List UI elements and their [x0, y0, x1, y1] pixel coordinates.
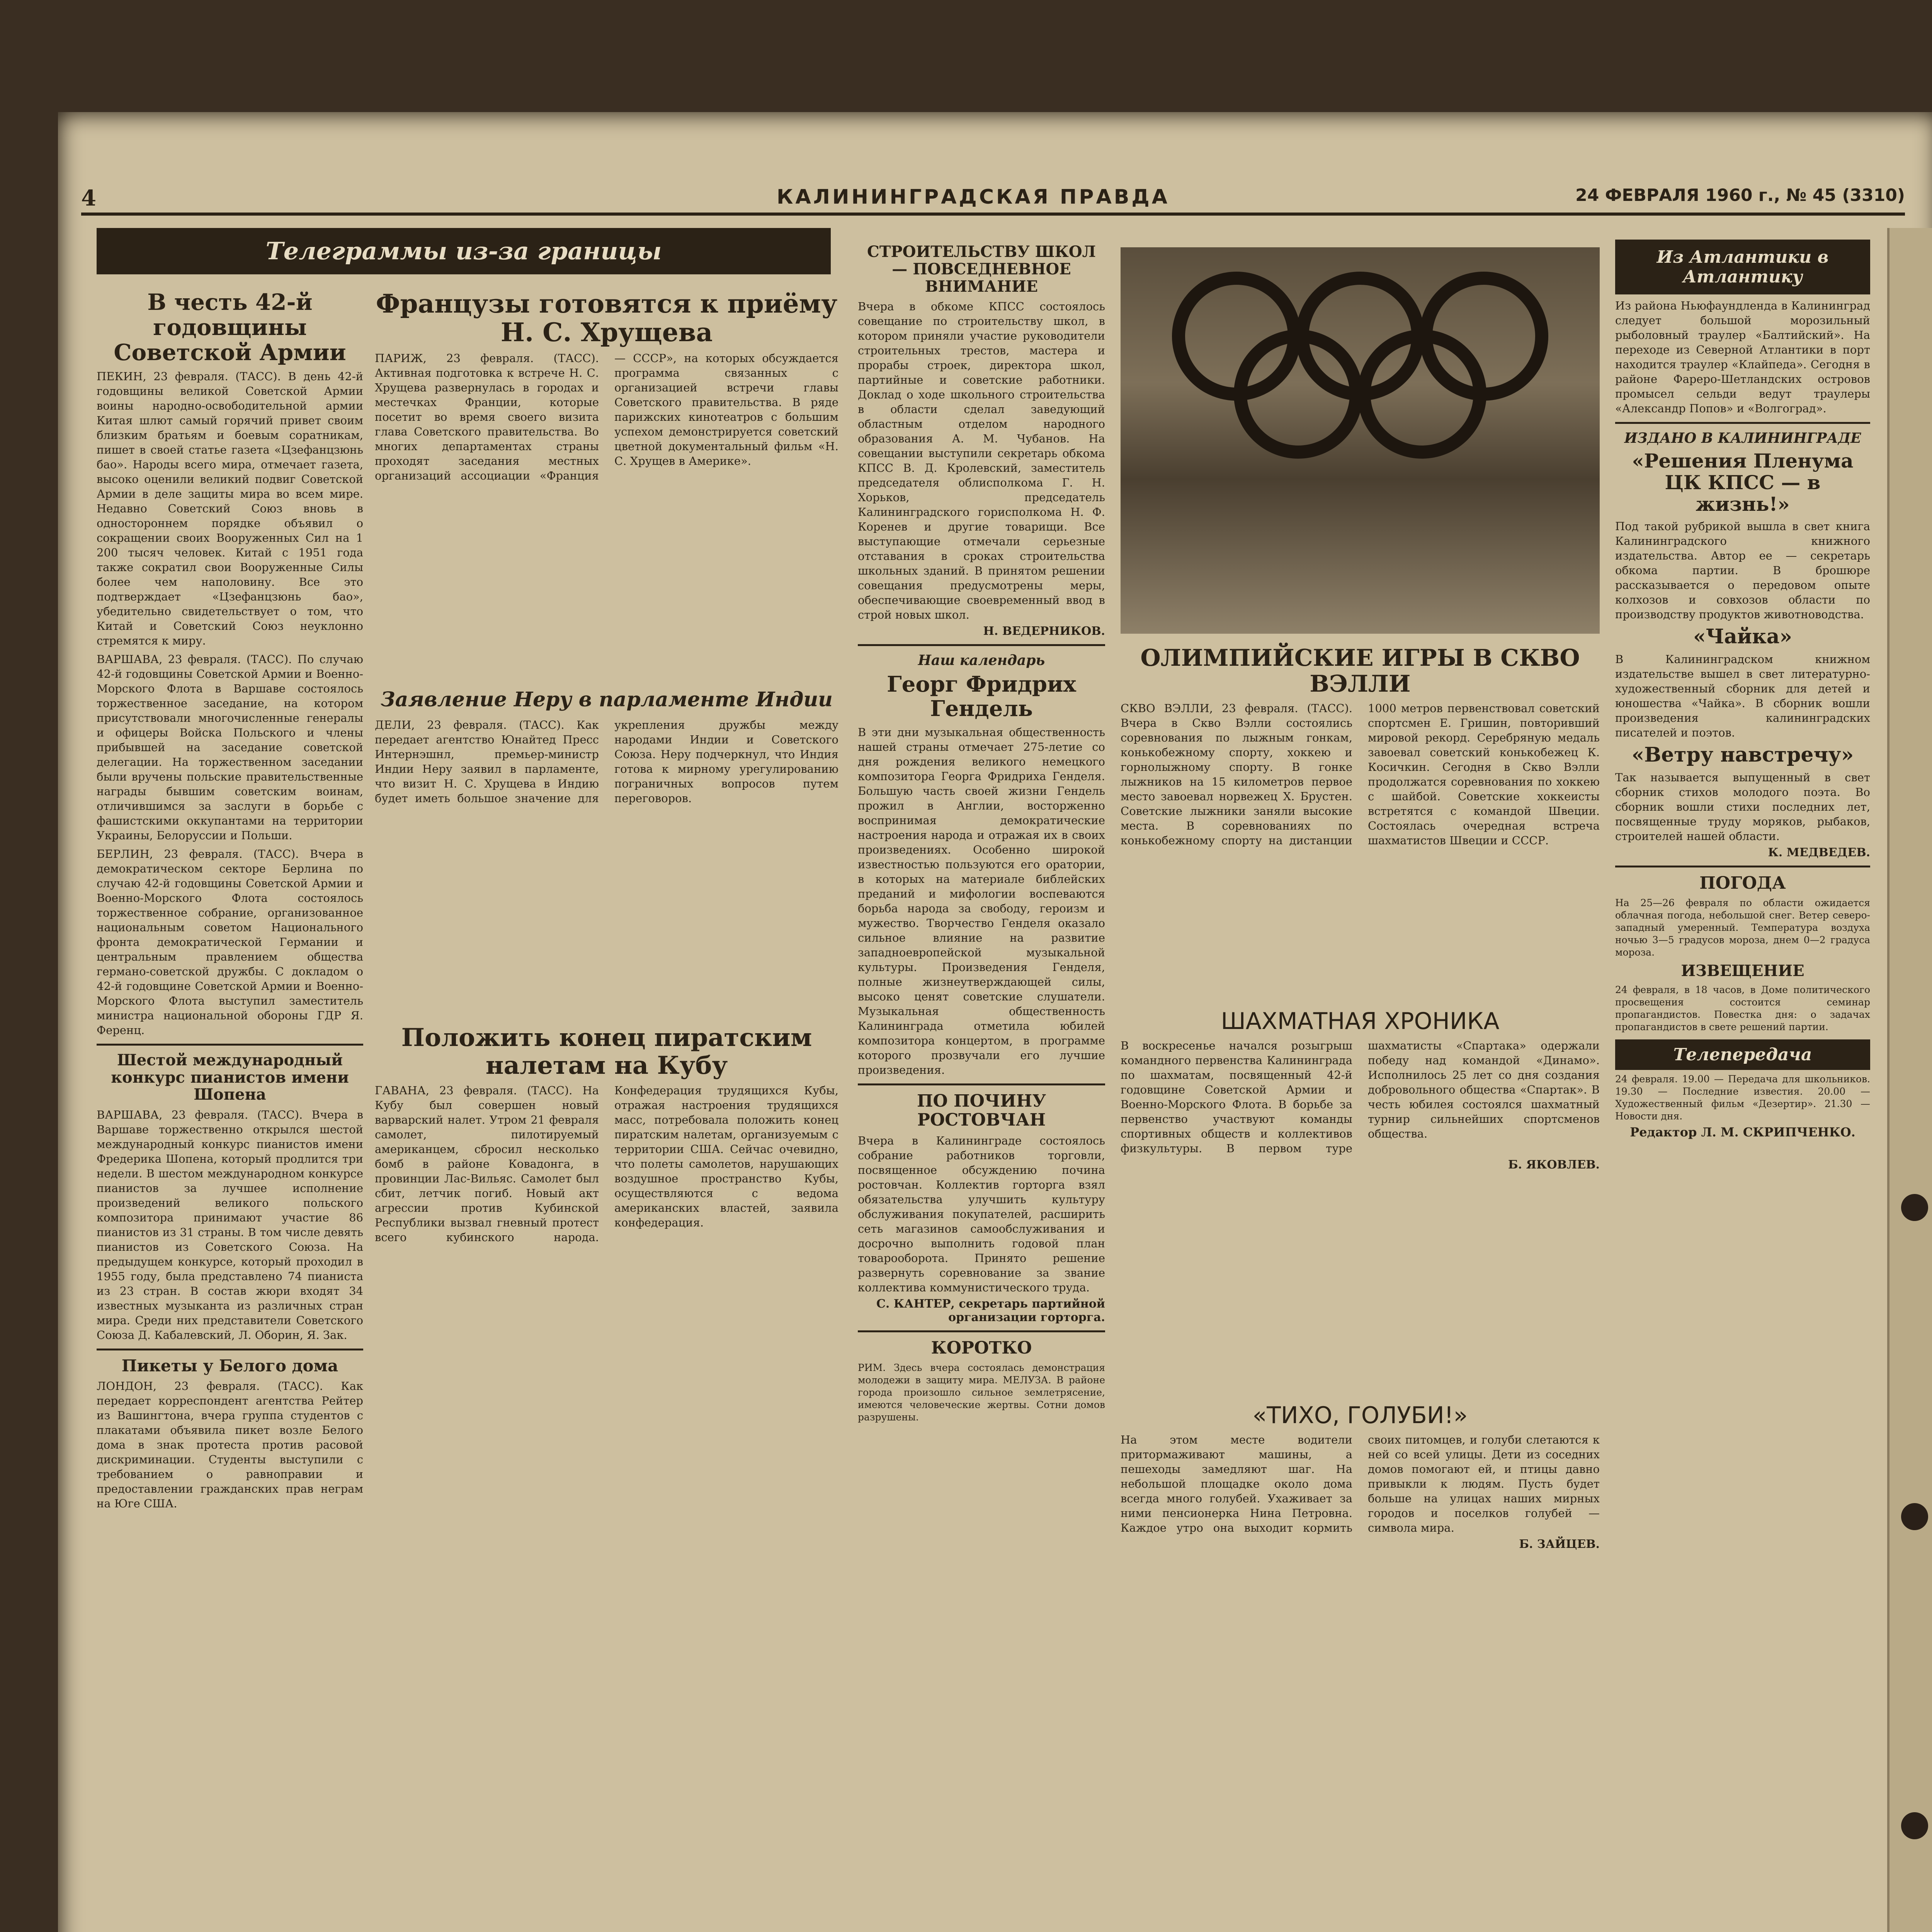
doves-block — [1121, 1399, 1600, 1932]
pickets-headline: Пикеты у Белого дома — [121, 1356, 338, 1376]
initiative-article: Вчера в Калининграде состоялось собрание работников торговли, посвященное обсуждению почина ростовчан. Коллектив горторга взял обязательства улучшить культуру обслуживания покупателей, расширить сеть магазинов самообслуживания и досрочно выполнить годовой план товарооборота. Принято решение развернуть соревнование за звание коллектива коммунистического труда. — [858, 1134, 1105, 1294]
initiative-signature: С. КАНТЕР, секретарь партийной организации горторга. — [876, 1297, 1105, 1325]
weather-article: На 25—26 февраля по области ожидается облачная погода, небольшой снег. Ветер северо-западный умеренный. Температура воздуха ночью 3—5 градусов мороза, днем 0—2 градуса мороза. — [1615, 897, 1870, 958]
briefly-article: РИМ. Здесь вчера состоялась демонстрация молодежи в защиту мира. МЕЛУЗА. В районе города произошло сильное землетрясение, имеются человеческие жертвы. Сотни домов разрушены. — [858, 1362, 1105, 1423]
school-signature: Н. ВЕДЕРНИКОВ. — [983, 624, 1105, 638]
nehru-block — [375, 688, 838, 1005]
editor-line: Редактор Л. М. СКРИПЧЕНКО. — [1630, 1124, 1855, 1139]
berlin-article: БЕРЛИН, 23 февраля. (ТАСС). Вчера в демократическом секторе Берлина по случаю 42-й годовщины Советской Армии и Военно-Морского Флота состоялось торжественное собрание, организованное национальным советом Национального фронта демократической Германии и центральным правлением общества германо-советской дружбы. С докладом о 42-й годовщине Советской Армии и Военно-Морского Флота выступил заместитель министра национальной обороны ГДР Я. Ференц. — [97, 847, 363, 1037]
right-column — [1615, 240, 1870, 1932]
binding-hole — [1901, 1812, 1928, 1839]
notice-article: 24 февраля, в 18 часов, в Доме политического просвещения состоится семинар пропагандистов. Повестка дня: о задачах пропагандистов в свете решений партии. — [1615, 984, 1870, 1032]
briefly-headline: КОРОТКО — [931, 1338, 1032, 1358]
chopin-headline: Шестой международный конкурс пианистов имени Шопена — [111, 1051, 349, 1104]
page-header — [81, 185, 1905, 216]
khrushchev-block — [375, 286, 838, 680]
tv-article: 24 февраля. 19.00 — Передача для школьников. 19.30 — Последние известия. 20.00 — Художественный фильм «Дезертир». 21.30 — Новости дня. — [1615, 1073, 1870, 1122]
plenum-article: Под такой рубрикой вышла в свет книга Калининградского книжного издательства. Автор ее — секретарь обкома партии. В брошюре рассказывается о передовом опыте колхозов и совхозов области по производству продуктов животноводства. — [1615, 520, 1870, 621]
army-headline: В честь 42-й годовщины Советской Армии — [114, 289, 346, 366]
initiative-headline: ПО ПОЧИНУ РОСТОВЧАН — [917, 1091, 1046, 1130]
chess-signature: Б. ЯКОВЛЕВ. — [1508, 1158, 1600, 1172]
doves-headline: «ТИХО, ГОЛУБИ!» — [1252, 1402, 1468, 1429]
calendar-label: Наш календарь — [918, 652, 1045, 669]
binding-hole — [1901, 1194, 1928, 1221]
pirate-article: ГАВАНА, 23 февраля. (ТАСС). На Кубу был совершен новый варварский налет. Утром 21 февраля самолет, пилотируемый американцем, сбросил несколько бомб в районе Ковадонга, в провинции Лас-Вильяс. Самолет был сбит, летчик погиб. Новый акт агрессии против Кубинской Республики вызвал гневный протест всего кубинского народа. Конфедерация трудящихся Кубы, отражая настроения трудящихся масс, потребовала положить конец пиратским налетам, организуемым с территории США. Сейчас очевидно, что полеты самолетов, нарушающих воздушное пространство Кубы, осуществляются с ведома американских властей, заявила конфедерация. — [375, 1084, 838, 1244]
school-article: Вчера в обкоме КПСС состоялось совещание по строительству школ, в котором приняли участие руководители строительных трестов, мастера и прорабы строек, директора школ, партийные и советские работники. Доклад о ходе школьного строительства в области сделал заведующий областным отделом народного образования А. М. Чубанов. На совещании выступили секретарь обкома КПСС В. Д. Кролевский, заместитель председателя облисполкома Г. Н. Хорьков, председатель Калининградского горисполкома Н. Ф. Коренев и другие товарищи. Все выступающие отмечали серьезные отставания в сроках строительства школьных зданий. В принятом решении совещания предусмотрены меры, обеспечивающие своевременный ввод в строй новых школ. — [858, 300, 1105, 622]
published-label: ИЗДАНО В КАЛИНИНГРАДЕ — [1624, 430, 1861, 446]
telegrams-banner: Телеграммы из-за границы — [97, 228, 831, 274]
plenum-headline: «Решения Пленума ЦК КПСС — в жизнь!» — [1632, 449, 1854, 515]
school-headline: СТРОИТЕЛЬСТВУ ШКОЛ — ПОВСЕДНЕВНОЕ ВНИМАНИЕ — [867, 243, 1096, 296]
telegrams-column-1 — [97, 286, 363, 1932]
weather-headline: ПОГОДА — [1699, 873, 1786, 893]
olympic-rings-icon — [1121, 247, 1600, 634]
chess-headline: ШАХМАТНАЯ ХРОНИКА — [1221, 1008, 1500, 1035]
khrushchev-article: ПАРИЖ, 23 февраля. (ТАСС). Активная подготовка к встрече Н. С. Хрущева развернулась в городах и местечках Франции, которые посетит во время своего визита глава Советского правительства. Во многих департаментах страны проходят заседания местных организаций ассоциации «Франция — СССР», на которых обсуждается программа связанных с организацией встречи главы Советского правительства. В ряде парижских кинотеатров с большим успехом демонстрируется советский цветной документальный фильм «Н. С. Хрущев в Америке». — [375, 351, 838, 482]
olympics-article: СКВО ВЭЛЛИ, 23 февраля. (ТАСС). Вчера в Скво Вэлли состоялись соревнования по лыжным гонкам, конькобежному спорту, хоккею и горнолыжному спорту. В гонке лыжников на 15 километров первое место завоевал норвежец Х. Брустен. Советские лыжники заняли высокие места. В соревнованиях по конькобежному спорту на дистанции 1000 метров первенствовал советский спортсмен Е. Гришин, повторивший мировой рекорд. Серебряную медаль завоевал советский конькобежец К. Косичкин. Сегодня в Скво Вэлли продолжатся соревнования по хоккею с шайбой. Советские хоккеисты встретятся с командой Швеции. Состоялась очередная встреча шахматистов Швеции и СССР. — [1121, 702, 1600, 847]
nehru-article: ДЕЛИ, 23 февраля. (ТАСС). Как передает агентство Юнайтед Пресс Интернэшнл, премьер-министр Индии Неру заявил в парламенте, что визит Н. С. Хрущева в Индию будет иметь большое значение для укрепления дружбы между народами Индии и Советского Союза. Неру подчеркнул, что Индия готова к мирному урегулированию пограничных вопросов путем переговоров. — [375, 718, 838, 805]
vetru-headline: «Ветру навстречу» — [1631, 743, 1854, 767]
olympics-block — [1121, 641, 1600, 997]
issue-date: 24 ФЕВРАЛЯ 1960 г., № 45 (3310) — [1575, 185, 1905, 205]
vetru-article: Так называется выпущенный в свет сборник стихов молодого поэта. Во сборник вошли стихи последних лет, посвященные труду моряков, рыбаков, строителей нашей области. — [1615, 771, 1870, 843]
chaika-headline: «Чайка» — [1693, 625, 1792, 648]
olympics-photo — [1121, 247, 1600, 634]
army-article: ПЕКИН, 23 февраля. (ТАСС). В день 42-й годовщины великой Советской Армии воины народно-освободительной армии Китая шлют самый горячий привет своим близким братьям и боевым соратникам, пишет в своей статье газета «Цзефанцзюнь бао». Народы всего мира, отмечает газета, высоко оценили великий подвиг Советской Армии в деле защиты мира во всем мире. Недавно Советский Союз вновь в одностороннем порядке объявил о сокращении своих Вооруженных Сил на 1 200 тысяч человек. Китай с 1951 года также сократил свои Вооруженные Силы более чем наполовину. Все это подтверждает «Цзефанцзюнь бао», убедительно свидетельствует о том, что Китай и Советский Союз неуклонно стремятся к миру. — [97, 369, 363, 647]
chess-article: В воскресенье начался розыгрыш командного первенства Калининграда по шахматам, посвященный 42-й годовщине Советской Армии и Военно-Морского Флота. В борьбе за первенство участвуют команды спортивных обществ и коллективов физкультуры. В первом туре шахматисты «Спартака» одержали победу над командой «Динамо». Исполнилось 25 лет со дня создания добровольного общества «Спартак». В честь юбилея состоялся шахматный турнир сильнейших спортсменов общества. — [1121, 1039, 1600, 1155]
warsaw-article: ВАРШАВА, 23 февраля. (ТАСС). По случаю 42-й годовщины Советской Армии и Военно-Морского Флота в Варшаве состоялось торжественное заседание, на котором присутствовали многочисленные генералы и офицеры Войска Польского и члены прибывшей на заседание советской делегации. На торжественном заседании были вручены польские правительственные награды бывшим советским воинам, отличившимся за заслуги в борьбе с фашистскими оккупантами на территории Украины, Белоруссии и Польши. — [97, 652, 363, 842]
doves-signature: Б. ЗАЙЦЕВ. — [1519, 1537, 1600, 1551]
atlantic-article: Из района Ньюфаундленда в Калининград следует большой морозильный рыболовный траулер «Балтийский». На переходе из Северной Атлантики в порт находится траулер «Клайпеда». Сегодня в районе Фареро-Шетландских островов промысел сельди ведут траулеры «Александр Попов» и «Волгоград». — [1615, 299, 1870, 415]
binding-hole — [1901, 1503, 1928, 1530]
nehru-headline: Заявление Неру в парламенте Индии — [381, 688, 833, 711]
page-number: 4 — [81, 185, 96, 211]
next-page-edge — [1887, 228, 1932, 1932]
chopin-article: ВАРШАВА, 23 февраля. (ТАСС). Вчера в Варшаве торжественно открылся шестой международный конкурс пианистов имени Фредерика Шопена, который продлится три недели. В шестом международном конкурсе пианистов за лучшее исполнение произведений великого польского композитора принимают участие 86 пианистов из 31 страны. В том числе девять пианистов из Советского Союза. На предыдущем конкурсе, который проходил в 1955 году, была представлено 74 пианиста из 23 стран. В состав жюри входят 34 известных музыканта из различных стран мира. Среди них представители Советского Союза Д. Кабалевский, Л. Оборин, Я. Зак. — [97, 1108, 363, 1342]
tv-banner: Телепередача — [1615, 1039, 1870, 1070]
handel-article: В эти дни музыкальная общественность нашей страны отмечает 275-летие со дня рождения великого немецкого композитора Георга Фридриха Генделя. Большую часть своей жизни Гендель прожил в Англии, восторженно воспринимая демократические настроения народа и отражая их в своих произведениях. Особенно широкой известностью пользуются его оратории, в которых на материале библейских преданий и мифологии воспеваются борьба народа за свободу, героизм и мужество. Творчество Генделя оказало сильное влияние на развитие западноевропейской музыкальной культуры. Произведения Генделя, полные жизнеутверждающей силы, высоко ценят советские слушатели. Музыкальная общественность Калининграда отметила юбилей композитора концертом, в программе которого прозвучали его лучшие произведения. — [858, 725, 1105, 1077]
doves-article: На этом месте водители притормаживают машины, а пешеходы замедляют шаг. На небольшой площадке около дома всегда много голубей. Ухаживает за ними пенсионерка Нина Петровна. Каждое утро она выходит кормить своих питомцев, и голуби слетаются к ней со всей улицы. Дети из соседних домов помогают ей, и птицы давно привыкли к людям. Пусть будет больше на улицах наших мирных городов и поселков голубей — символа мира. — [1121, 1433, 1600, 1535]
handel-headline: Георг Фридрих Гендель — [887, 672, 1076, 722]
atlantic-banner: Из Атлантики в Атлантику — [1615, 240, 1870, 294]
pirate-headline: Положить конец пиратским налетам на Кубу — [401, 1023, 812, 1080]
pirate-block — [375, 1020, 838, 1932]
chaika-article: В Калининградском книжном издательстве вышел в свет литературно-художественный сборник для детей и юношества «Чайка». В сборник вошли произведения калининградских писателей и поэтов. — [1615, 653, 1870, 740]
olympics-headline: ОЛИМПИЙСКИЕ ИГРЫ В СКВО ВЭЛЛИ — [1140, 645, 1580, 698]
published-signature: К. МЕДВЕДЕВ. — [1768, 846, 1870, 860]
khrushchev-headline: Французы готовятся к приёму Н. С. Хрущева — [376, 289, 838, 347]
masthead: КАЛИНИНГРАДСКАЯ ПРАВДА — [777, 185, 1170, 209]
middle-column — [858, 240, 1105, 1932]
chess-block — [1121, 1005, 1600, 1391]
pickets-article: ЛОНДОН, 23 февраля. (ТАСС). Как передает корреспондент агентства Рейтер из Вашингтона, вчера группа студентов с плакатами объявила пикет возле Белого дома в знак протеста против расовой дискриминации. Студенты выступили с требованием о равноправии и предоставлении гражданских прав неграм на Юге США. — [97, 1379, 363, 1510]
notice-headline: ИЗВЕЩЕНИЕ — [1681, 961, 1804, 980]
